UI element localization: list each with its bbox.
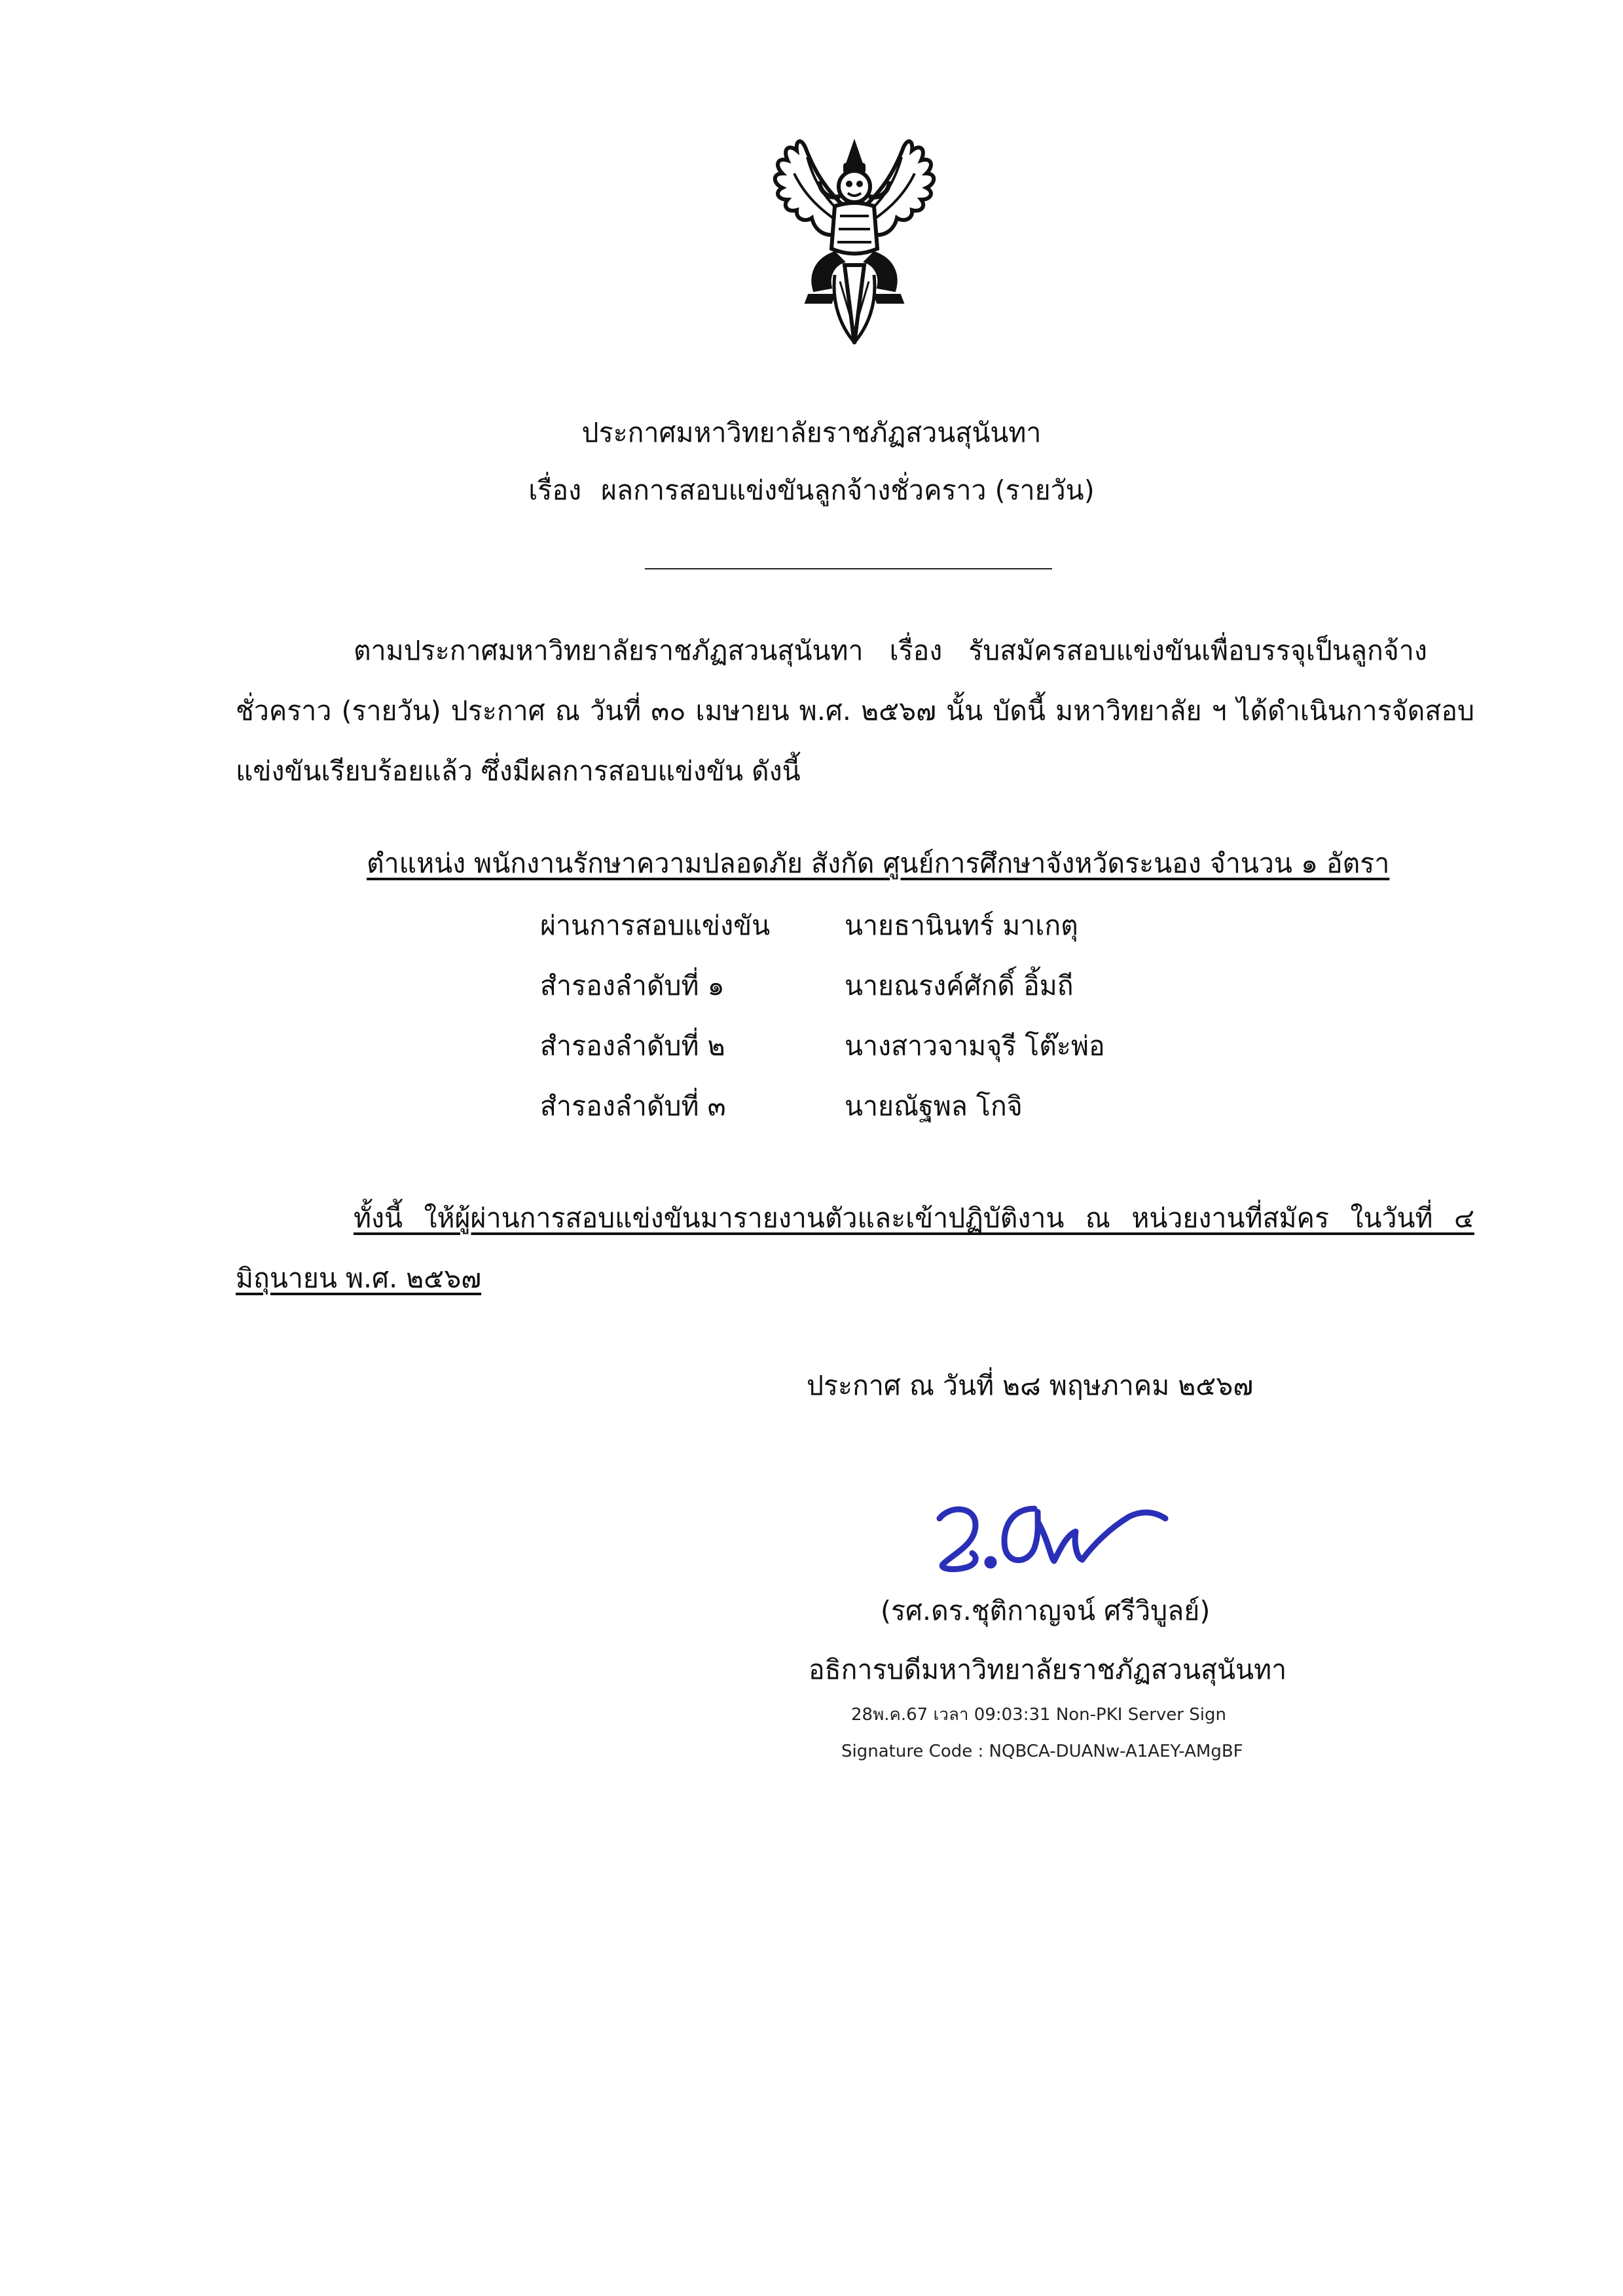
header-divider <box>645 568 1052 569</box>
signature-code: Signature Code : NQBCA-DUANw-A1AEY-AMgBF <box>841 1742 1243 1761</box>
garuda-emblem-icon <box>737 134 972 350</box>
result-name: นางสาวจามจุรี โต๊ะพ่อ <box>845 1030 1105 1062</box>
result-label: สำรองลำดับที่ ๓ <box>540 1090 726 1122</box>
announcement-date: ประกาศ ณ วันที่ ๒๘ พฤษภาคม ๒๕๖๗ <box>807 1370 1254 1401</box>
position-line: ตำแหน่ง พนักงานรักษาความปลอดภัย สังกัด ศูนย์การศึกษาจังหวัดระนอง จำนวน ๑ อัตรา <box>367 848 1390 879</box>
result-label: สำรองลำดับที่ ๒ <box>540 1030 725 1062</box>
sign-timestamp: 28พ.ค.67 เวลา 09:03:31 Non-PKI Server Sign <box>851 1705 1226 1725</box>
signer-name: (รศ.ดร.ชุติกาญจน์ ศรีวิบูลย์) <box>881 1595 1211 1626</box>
result-label: ผ่านการสอบแข่งขัน <box>540 910 771 941</box>
subject-label: เรื่อง <box>528 475 581 506</box>
report-paragraph <box>236 1188 1474 1308</box>
intro-paragraph <box>236 620 1474 801</box>
signer-title: อธิการบดีมหาวิทยาลัยราชภัฏสวนสุนันทา <box>809 1654 1287 1685</box>
report-text: ทั้งนี้ ให้ผู้ผ่านการสอบแข่งขันมารายงานตัวและเข้าปฏิบัติงาน ณ หน่วยงานที่สมัคร ในวันที่ ๔ มิถุนายน พ.ศ. ๒๕๖๗ <box>236 1202 1474 1294</box>
intro-part-1: ตามประกาศมหาวิทยาลัยราชภัฏสวนสุนันทา <box>354 635 864 666</box>
result-name: นายณรงค์ศักดิ์ อิ้มถี <box>845 970 1074 1001</box>
intro-part-3: รับสมัครสอบแข่งขันเพื่อบรรจุเป็นลูกจ้าง ชั่วคราว (รายวัน) ประกาศ ณ วันที่ ๓๐ เมษายน พ.ศ. ๒๕๖๗ นั้น บัดนี้ มหาวิทยาลัย ฯ ได้ดำเนินการจัดสอบแข่งขันเรียบร้อยแล้ว ซึ่งมีผลการสอบแข่งขัน ดังนี้ <box>236 635 1474 787</box>
result-name: นายธานินทร์ มาเกตุ <box>845 910 1078 941</box>
announcement-subject <box>0 471 1623 509</box>
announcement-title: ประกาศมหาวิทยาลัยราชภัฏสวนสุนันทา <box>581 417 1042 448</box>
result-name: นายณัฐพล โกจิ <box>845 1090 1023 1122</box>
result-label: สำรองลำดับที่ ๑ <box>540 970 725 1001</box>
signature-image <box>913 1482 1188 1581</box>
subject-text: ผลการสอบแข่งขันลูกจ้างชั่วคราว (รายวัน) <box>600 475 1095 506</box>
intro-part-2: เรื่อง <box>889 635 943 666</box>
